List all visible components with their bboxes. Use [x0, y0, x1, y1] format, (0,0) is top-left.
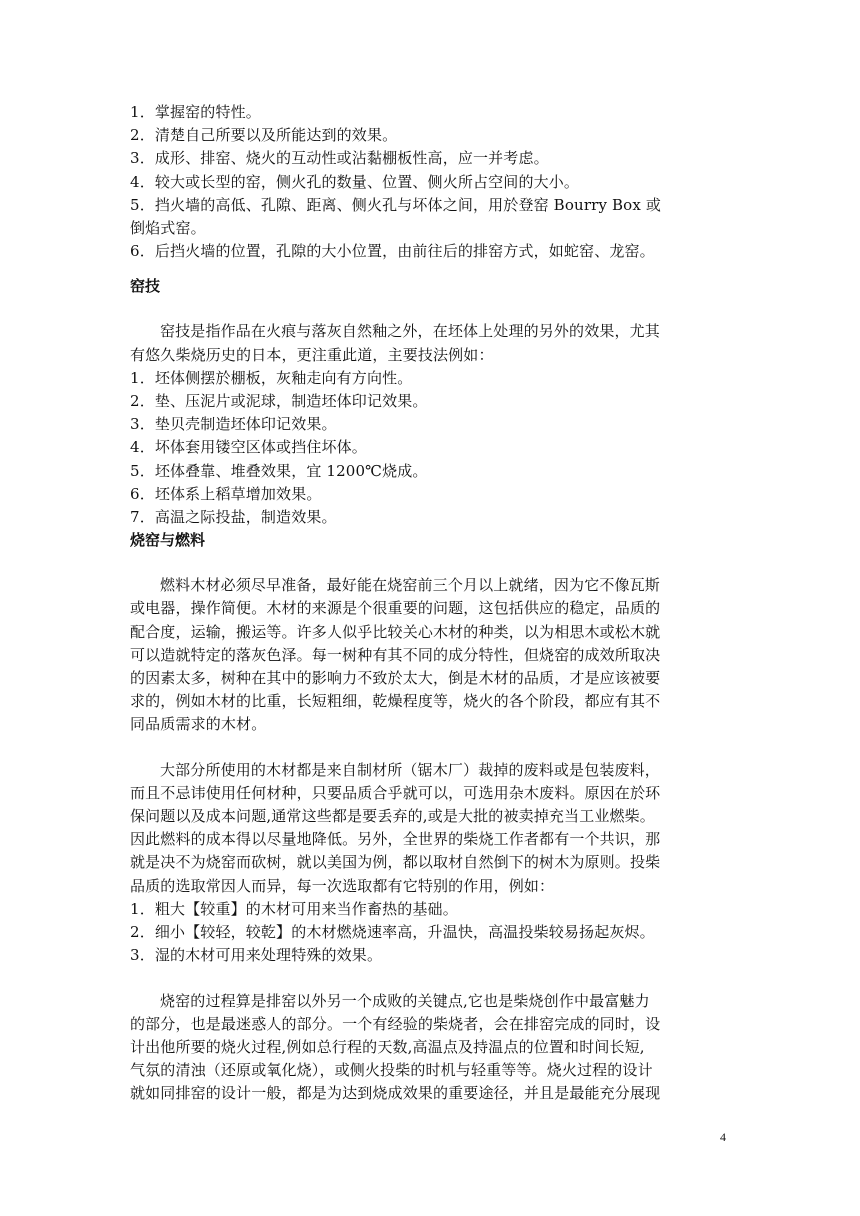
- list-item: 5．坯体叠靠、堆叠效果，宜 1200℃烧成。: [130, 461, 428, 480]
- list-item-continuation: 倒焰式窑。: [130, 219, 206, 238]
- paragraph-line: 计出他所要的烧火过程,例如总行程的天数,高温点及持温点的位置和时间长短,: [130, 1037, 645, 1056]
- list-item: 3．垫贝壳制造坯体印记效果。: [130, 415, 337, 434]
- page-content: [130, 101, 730, 1106]
- page-number: 4: [720, 1130, 726, 1144]
- paragraph-line: 就是决不为烧窑而砍树，就以美国为例，都以取材自然倒下的树木为原则。投柴: [130, 853, 661, 872]
- paragraph-line: 大部分所使用的木材都是来自制材所（锯木厂）裁掉的废料或是包装废料，: [160, 760, 660, 779]
- paragraph-line: 窑技是指作品在火痕与落灰自然釉之外，在坯体上处理的另外的效果，尤其: [160, 322, 660, 341]
- list-item: 3．成形、排窑、烧火的互动性或沾黏棚板性高，应一并考虑。: [130, 149, 549, 168]
- paragraph-line: 就如同排窑的设计一般，都是为达到烧成效果的重要途径，并且是最能充分展现: [130, 1084, 661, 1103]
- list-item: 4．坏体套用镂空区体或挡住坏体。: [130, 438, 367, 457]
- list-item: 4．较大或长型的窑，侧火孔的数量、位置、侧火所占空间的大小。: [130, 172, 580, 191]
- paragraph-line: 或电器，操作简便。木材的来源是个很重要的问题，这包括供应的稳定，品质的: [130, 599, 661, 618]
- kiln-techniques-list: [130, 367, 730, 529]
- list-item: 1．坯体侧摆於棚板，灰釉走向有方向性。: [130, 368, 413, 387]
- list-item: 1．掌握窑的特性。: [130, 103, 261, 121]
- list-item: 7．高温之际投盐，制造效果。: [130, 508, 337, 527]
- list-item: 3．湿的木材可用来处理特殊的效果。: [130, 946, 383, 965]
- paragraph-line: 因此燃料的成本得以尽量地降低。另外，全世界的柴烧工作者都有一个共识，那: [130, 830, 661, 849]
- paragraph-line: 燃料木材必须尽早准备，最好能在烧窑前三个月以上就绪，因为它不像瓦斯: [160, 576, 660, 595]
- considerations-list: [130, 101, 730, 263]
- list-item: 2．细小【较轻，较乾】的木材燃烧速率高，升温快，高温投柴较易扬起灰烬。: [130, 923, 655, 942]
- list-item: 1．粗大【较重】的木材可用来当作畜热的基础。: [130, 899, 458, 918]
- section-heading-firing-and-fuel: 烧窑与燃料: [130, 531, 206, 550]
- paragraph-line: 同品质需求的木材。: [130, 715, 267, 734]
- section-heading-kiln-techniques: 窑技: [130, 277, 161, 296]
- kiln-techniques-intro: [130, 320, 730, 366]
- fuel-paragraph-2: [130, 759, 730, 898]
- paragraph-line: 而且不忌讳使用任何材种，只要品质合乎就可以，可选用杂木废料。原因在於环: [130, 783, 661, 802]
- paragraph-line: 烧窑的过程算是排窑以外另一个成败的关键点,它也是柴烧创作中最富魅力: [160, 991, 650, 1010]
- paragraph-line: 的因素太多，树种在其中的影响力不致於太大，倒是木材的品质，才是应该被要: [130, 669, 661, 688]
- wood-types-list: [130, 898, 730, 968]
- paragraph-line: 气氛的清浊（还原或氧化烧），或侧火投柴的时机与轻重等等。烧火过程的设计: [130, 1061, 653, 1080]
- list-item: 2．清楚自己所要以及所能达到的效果。: [130, 126, 398, 145]
- list-item: 6．坯体系上稻草增加效果。: [130, 484, 322, 503]
- list-item: 6．后挡火墙的位置，孔隙的大小位置，由前往后的排窑方式，如蛇窑、龙窑。: [130, 242, 655, 261]
- firing-paragraph-3: [130, 990, 730, 1106]
- paragraph-line: 可以造就特定的落灰色泽。每一树种有其不同的成分特性，但烧窑的成效所取决: [130, 645, 661, 664]
- paragraph-line: 保问题以及成本问题,通常这些都是要丢弃的,或是大批的被卖掉充当工业燃柴。: [130, 807, 655, 826]
- list-item: 5．挡火墙的高低、孔隙、距离、侧火孔与坏体之间，用於登窑 Bourry Box 或: [130, 195, 662, 214]
- list-item: 2．垫、压泥片或泥球，制造坯体印记效果。: [130, 392, 428, 411]
- paragraph-line: 有悠久柴烧历史的日本，更注重此道，主要技法例如：: [130, 345, 494, 364]
- paragraph-line: 求的，例如木材的比重，长短粗细，乾燥程度等，烧火的各个阶段，都应有其不: [130, 692, 661, 711]
- fuel-paragraph-1: [130, 574, 730, 736]
- paragraph-line: 配合度，运输，搬运等。许多人似乎比较关心木材的种类，以为相思木或松木就: [130, 622, 661, 641]
- paragraph-line: 品质的选取常因人而异，每一次选取都有它特别的作用，例如：: [130, 876, 555, 895]
- paragraph-line: 的部分，也是最迷惑人的部分。一个有经验的柴烧者，会在排窑完成的同时，设: [130, 1014, 661, 1033]
